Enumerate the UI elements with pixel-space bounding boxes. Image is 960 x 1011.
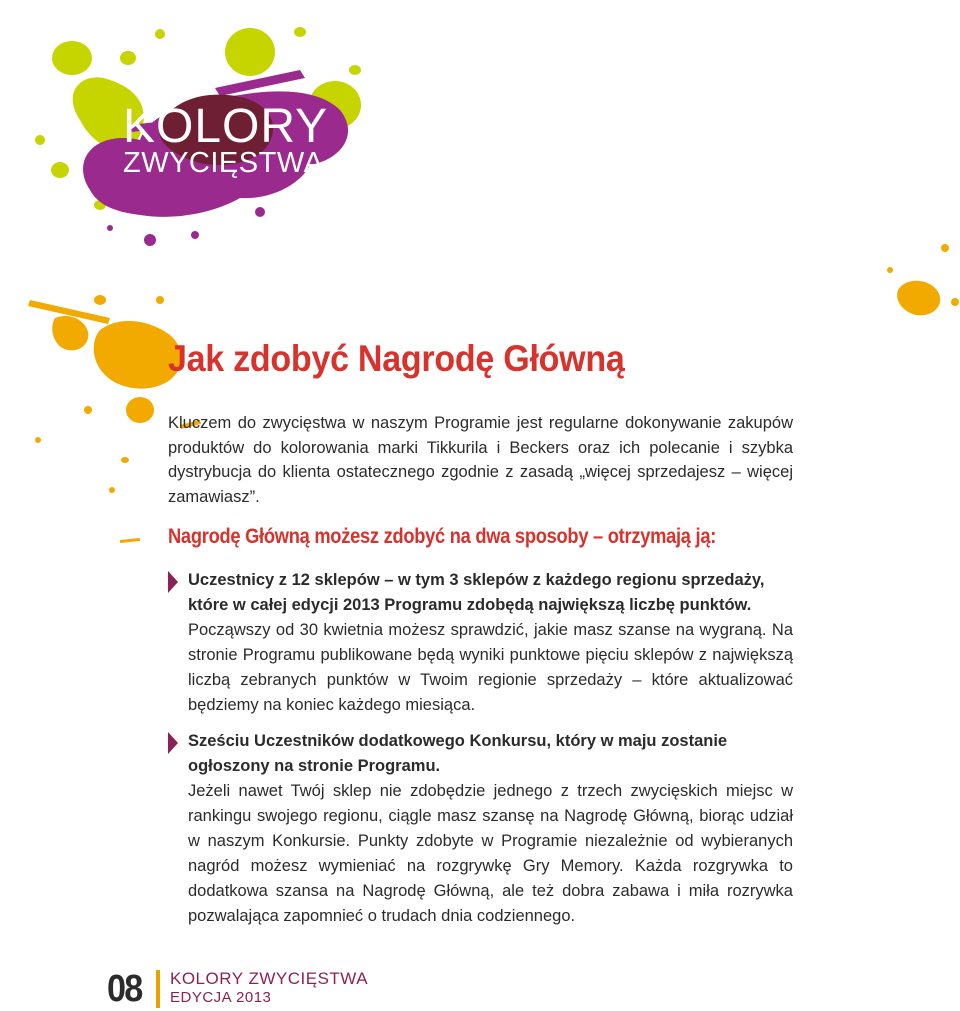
footer-divider — [156, 970, 160, 1008]
list-item-lead: Sześciu Uczestników dodatkowego Konkursu, który w maju zostanie ogłoszony na stronie Programu. — [188, 732, 728, 775]
section-subtitle: Nagrodę Główną możesz zdobyć na dwa sposoby – otrzymają ją: — [168, 525, 717, 548]
list-item — [188, 729, 793, 929]
orange-splash-right — [887, 244, 959, 315]
page-number: 08 — [107, 968, 142, 1010]
footer-subtitle: EDYCJA 2013 — [170, 989, 272, 1006]
footer-title: KOLORY ZWYCIĘSTWA — [170, 969, 369, 988]
list-item — [188, 568, 793, 718]
list-item-body: Jeżeli nawet Twój sklep nie zdobędzie jednego z trzech zwycięskich miejsc w rankingu swojego regionu, ciągle masz szansę na Nagrodę Główną, biorąc udział w naszym Konkursie. Punkty zdobyte w Programie niezależnie od wybieranych nagród możesz wymieniać na rozgrywkę Gry Memory. Każda rozgrywka to dodatkowa szansa na Nagrodę Główną, ale też dobra zabawa i miła rozrywka pozwalająca zapomnieć o trudach dnia codziennego. — [188, 782, 793, 925]
page-title: Jak zdobyć Nagrodę Główną — [168, 338, 625, 379]
logo-line-2: ZWYCIĘSTWA — [123, 147, 324, 179]
triangle-bullet-icon — [168, 571, 178, 593]
list-item-lead: Uczestnicy z 12 sklepów – w tym 3 sklepów z każdego regionu sprzedaży, które w całej edycji 2013 Programu zdobędą największą liczbę punktów. — [188, 571, 765, 614]
kolory-zwyciestwa-logo — [123, 100, 329, 179]
triangle-bullet-icon — [168, 732, 178, 754]
intro-paragraph: Kluczem do zwycięstwa w naszym Programie jest regularne dokonywanie zakupów produktów do kolorowania marki Tikkurila i Beckers oraz ich polecanie i szybka dystrybucja do klienta ostatecznego zgodnie z zasadą „więcej sprzedajesz – więcej zamawiasz”. — [168, 414, 793, 506]
logo-line-1: KOLORY — [123, 100, 329, 153]
list-item-body: Począwszy od 30 kwietnia możesz sprawdzić, jakie masz szanse na wygraną. Na stronie Programu publikowane będą wyniki punktowe pięciu sklepów z największą liczbą zebranych punktów w Twoim regionie sprzedaży – które aktualizować będziemy na koniec każdego miesiąca. — [188, 621, 793, 714]
